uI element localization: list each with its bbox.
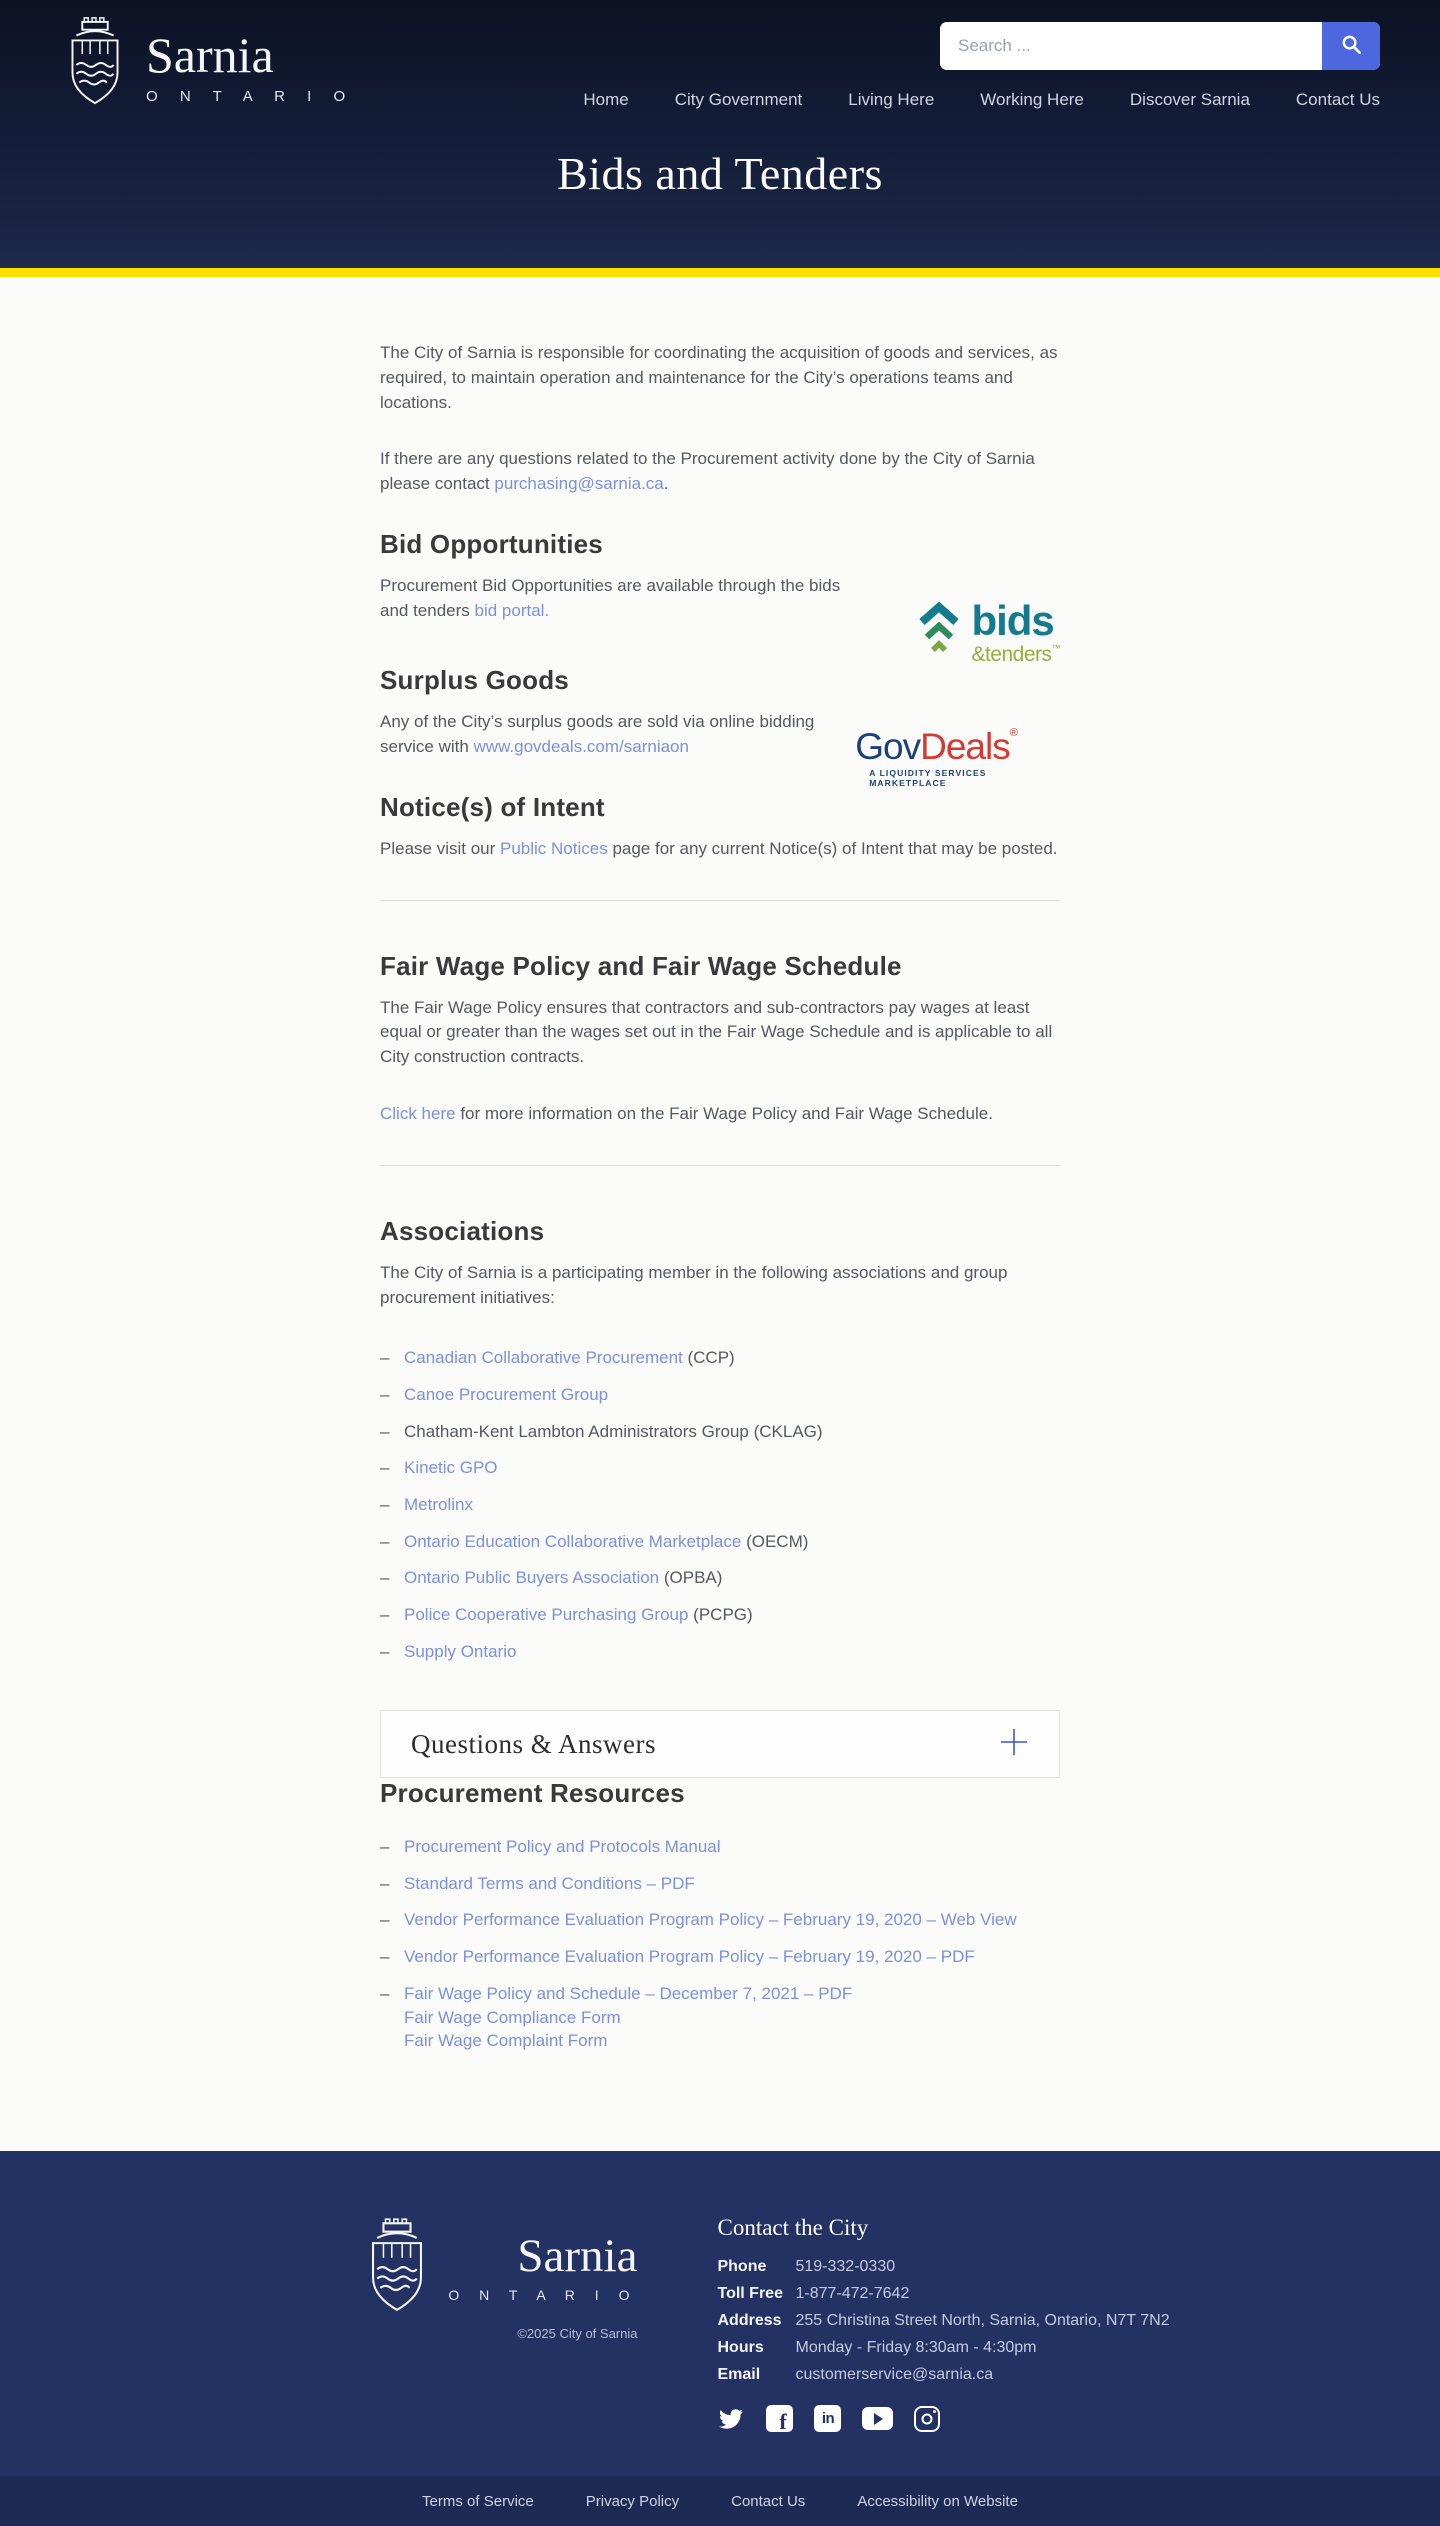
contact-heading: Contact the City [717,2215,869,2241]
nav-item-contact-us[interactable]: Contact Us [1295,90,1380,109]
resource-link[interactable]: Fair Wage Complaint Form [404,2031,608,2051]
plus-icon [999,1727,1029,1762]
list-item [380,1383,1060,1408]
resource-link[interactable]: Vendor Performance Evaluation Program Policy – February 19, 2020 – Web View [404,1910,1017,1930]
list-item [380,1908,1060,1933]
dash-marker: – [380,1910,390,1930]
contact-us-link[interactable]: Contact Us [731,2492,806,2510]
list-item: – Ontario Education Collaborative Marketplace (OECM) [380,1530,1060,1555]
dash-marker: – [380,1348,390,1368]
facebook-icon[interactable]: f [766,2405,793,2432]
public-notices-link[interactable]: Public Notices [500,838,608,858]
contact-row-hours: Hours Monday - Friday 8:30am - 4:30pm [717,2339,1037,2357]
purchasing-email-link[interactable]: purchasing@sarnia.ca [494,474,664,494]
fair-wage-text: The Fair Wage Policy ensures that contractors and sub-contractors pay wages at least equal or greater than the wages set out in the Fair Wage Schedule and is applicable to all City construction contracts. [380,997,1053,1067]
city-crest-icon [360,2215,434,2320]
search-bar [940,22,1380,70]
privacy-policy-link[interactable]: Privacy Policy [585,2492,680,2510]
govdeals-url-link[interactable]: www.govdeals.com/sarniaon [473,736,689,756]
page-title: Bids and Tenders [557,148,883,199]
search-button[interactable] [1322,22,1380,70]
yellow-accent-bar [0,268,1440,277]
bid-opportunities-text: Procurement Bid Opportunities are available through the bids and tenders bid portal. [380,576,841,620]
site-header [0,0,1440,268]
footer-logo-city: Sarnia [517,2229,638,2282]
surplus-goods-heading: Surplus Goods [380,665,569,696]
dash-marker: – [380,1983,390,2003]
association-link[interactable]: Kinetic GPO [404,1458,498,1478]
twitter-icon[interactable] [717,2407,745,2431]
resource-link[interactable]: Fair Wage Compliance Form [404,2007,621,2027]
site-footer [0,2151,1440,2476]
list-item: – Canadian Collaborative Procurement (CCP) [380,1346,1060,1371]
govdeals-deals-word: Deals [920,726,1010,768]
dash-marker: – [380,1421,390,1441]
chevrons-icon [916,600,962,663]
contact-row-phone: Phone 519-332-0330 [717,2258,896,2276]
dash-marker: – [380,1604,390,1624]
dash-marker: – [380,1494,390,1514]
logo-province: O N T A R I O [146,88,355,105]
questions-answers-accordion[interactable] [380,1710,1060,1778]
main-content [380,277,1060,2151]
resource-link[interactable]: Standard Terms and Conditions – PDF [404,1873,695,1893]
list-item: – Ontario Public Buyers Association (OPBA) [380,1566,1060,1591]
notice-of-intent-text: Please visit our Public Notices page for any current Notice(s) of Intent that may be posted. [380,838,1058,858]
bids-and-tenders-logo[interactable] [916,597,1060,667]
accessibility-link[interactable]: Accessibility on Website [857,2492,1018,2510]
section-divider [380,900,1060,901]
govdeals-tagline: A LIQUIDITY SERVICES MARKETPLACE [869,768,987,789]
footer-contact [717,2215,1169,2432]
list-item: – Police Cooperative Purchasing Group (PCPG) [380,1603,1060,1628]
dash-marker: – [380,1837,390,1857]
site-logo[interactable] [60,14,354,113]
main-nav [583,90,1380,110]
list-item [380,1982,1060,2053]
list-item [380,1640,1060,1665]
questions-answers-label: Questions & Answers [411,1728,656,1759]
social-icons [717,2405,1169,2432]
govdeals-gov-word: Gov [855,726,921,768]
contact-row-email: Email customerservice@sarnia.ca [717,2366,994,2384]
dash-marker: – [380,1458,390,1478]
procurement-resources-list [380,1835,1060,2053]
resource-link[interactable]: Procurement Policy and Protocols Manual [404,1837,721,1857]
contact-row-address: Address 255 Christina Street North, Sarnia, Ontario, N7T 7N2 [717,2312,1170,2330]
association-link[interactable]: Metrolinx [404,1494,473,1514]
footer-logo [360,2215,637,2432]
dash-marker: – [380,1947,390,1967]
copyright-text: ©2025 City of Sarnia [517,2326,638,2342]
nav-item-home[interactable]: Home [583,90,629,109]
fair-wage-heading: Fair Wage Policy and Fair Wage Schedule [380,950,902,981]
list-item [380,1456,1060,1481]
list-item [380,1945,1060,1970]
youtube-icon[interactable] [862,2407,893,2430]
procurement-resources-heading: Procurement Resources [380,1778,685,1809]
nav-item-city-government[interactable]: City Government [674,90,803,109]
section-divider [380,1165,1060,1166]
bid-opportunities-heading: Bid Opportunities [380,529,603,560]
association-link[interactable]: Ontario Public Buyers Association [404,1568,660,1588]
fair-wage-more-info: Click here for more information on the Fair Wage Policy and Fair Wage Schedule. [380,1103,993,1123]
bid-portal-link[interactable]: bid portal. [474,600,550,620]
nav-item-living-here[interactable]: Living Here [848,90,935,109]
dash-marker: – [380,1568,390,1588]
nav-item-working-here[interactable]: Working Here [980,90,1084,109]
associations-intro: The City of Sarnia is a participating member in the following associations and group procurement initiatives: [380,1262,1008,1307]
association-link[interactable]: Canadian Collaborative Procurement [404,1348,683,1368]
association-link[interactable]: Supply Ontario [404,1641,517,1661]
logo-city-name: Sarnia [146,27,274,83]
tenders-logo-word: &tenders™ [971,643,1060,667]
contact-row-tollfree: Toll Free 1-877-472-7642 [717,2285,910,2303]
footer-bottom-bar [0,2476,1440,2526]
terms-of-service-link[interactable]: Terms of Service [422,2492,534,2510]
instagram-icon[interactable] [914,2406,940,2432]
associations-heading: Associations [380,1215,545,1246]
dash-marker: – [380,1873,390,1893]
association-link[interactable]: Police Cooperative Purchasing Group [404,1604,689,1624]
list-item [380,1493,1060,1518]
list-item [380,1835,1060,1860]
govdeals-logo[interactable]: GovDeals® A LIQUIDITY SERVICES MARKETPLACE [855,728,1060,788]
resource-link[interactable]: Fair Wage Policy and Schedule – December 7, 2021 – PDF [404,1983,853,2003]
dash-marker: – [380,1385,390,1405]
resource-link[interactable]: Vendor Performance Evaluation Program Policy – February 19, 2020 – PDF [404,1947,975,1967]
click-here-link[interactable]: Click here [380,1103,456,1123]
intro-paragraph-1: The City of Sarnia is responsible for coordinating the acquisition of goods and services, as required, to maintain operation and maintenance for the City’s operations teams and locations. [380,343,1058,412]
list-item [380,1872,1060,1897]
list-item: – Chatham-Kent Lambton Administrators Group (CKLAG) [380,1420,1060,1445]
city-crest-icon [60,14,130,113]
dash-marker: – [380,1641,390,1661]
association-link[interactable]: Ontario Education Collaborative Marketplace [404,1531,742,1551]
associations-list [380,1346,1060,1664]
footer-logo-province: O N T A R I O [448,2286,638,2303]
nav-item-discover-sarnia[interactable]: Discover Sarnia [1129,90,1250,109]
notice-of-intent-heading: Notice(s) of Intent [380,791,605,822]
search-input[interactable] [940,22,1322,70]
linkedin-icon[interactable]: in [814,2405,841,2432]
surplus-goods-text: Any of the City’s surplus goods are sold via online bidding service with www.govdeals.com/sarniaon [380,712,815,756]
association-link[interactable]: Canoe Procurement Group [404,1385,609,1405]
intro-paragraph-2: If there are any questions related to the Procurement activity done by the City of Sarnia please contact purchasing@sarnia.ca. [380,449,1035,494]
search-icon [1340,33,1363,59]
bids-logo-word: bids [971,597,1054,645]
dash-marker: – [380,1531,390,1551]
